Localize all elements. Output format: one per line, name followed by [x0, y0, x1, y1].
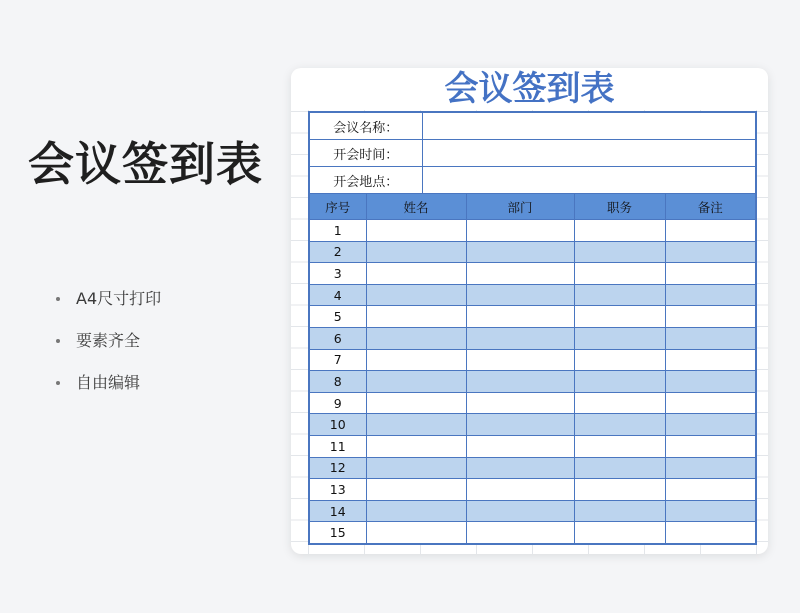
info-value-cell[interactable] [422, 140, 756, 167]
position-cell[interactable] [574, 500, 665, 522]
remarks-cell[interactable] [665, 220, 756, 242]
department-cell[interactable] [466, 522, 574, 544]
department-cell[interactable] [466, 392, 574, 414]
row-index-cell: 5 [309, 306, 366, 328]
name-cell[interactable] [366, 306, 466, 328]
department-cell[interactable] [466, 263, 574, 285]
remarks-cell[interactable] [665, 435, 756, 457]
row-index-cell: 9 [309, 392, 366, 414]
table-row [309, 284, 756, 306]
sheet-preview-card [291, 68, 768, 554]
remarks-cell[interactable] [665, 500, 756, 522]
name-cell[interactable] [366, 392, 466, 414]
sign-in-table [308, 111, 757, 545]
row-index-cell: 6 [309, 327, 366, 349]
row-index-cell: 8 [309, 371, 366, 393]
name-cell[interactable] [366, 500, 466, 522]
table-row [309, 306, 756, 328]
promo-title: 会议签到表 [28, 137, 263, 191]
row-index-cell: 4 [309, 284, 366, 306]
table-row [309, 500, 756, 522]
department-cell[interactable] [466, 306, 574, 328]
position-cell[interactable] [574, 371, 665, 393]
table-header-row [309, 194, 756, 220]
department-cell[interactable] [466, 241, 574, 263]
table-row [309, 392, 756, 414]
row-index-cell: 15 [309, 522, 366, 544]
position-cell[interactable] [574, 414, 665, 436]
table-row [309, 522, 756, 544]
row-index-cell: 10 [309, 414, 366, 436]
remarks-cell[interactable] [665, 263, 756, 285]
department-cell[interactable] [466, 457, 574, 479]
department-cell[interactable] [466, 371, 574, 393]
info-value-cell[interactable] [422, 167, 756, 194]
position-cell[interactable] [574, 479, 665, 501]
header-cell-name: 姓名 [366, 194, 466, 220]
name-cell[interactable] [366, 522, 466, 544]
position-cell[interactable] [574, 284, 665, 306]
info-row-meeting-place [309, 167, 756, 194]
feature-item: 自由编辑 [56, 368, 161, 410]
department-cell[interactable] [466, 349, 574, 371]
position-cell[interactable] [574, 241, 665, 263]
remarks-cell[interactable] [665, 522, 756, 544]
row-index-cell: 14 [309, 500, 366, 522]
position-cell[interactable] [574, 220, 665, 242]
position-cell[interactable] [574, 306, 665, 328]
remarks-cell[interactable] [665, 327, 756, 349]
department-cell[interactable] [466, 479, 574, 501]
name-cell[interactable] [366, 479, 466, 501]
department-cell[interactable] [466, 435, 574, 457]
remarks-cell[interactable] [665, 457, 756, 479]
table-row [309, 327, 756, 349]
name-cell[interactable] [366, 284, 466, 306]
name-cell[interactable] [366, 371, 466, 393]
header-cell-position: 职务 [574, 194, 665, 220]
department-cell[interactable] [466, 327, 574, 349]
info-row-meeting-time [309, 140, 756, 167]
position-cell[interactable] [574, 263, 665, 285]
info-row-meeting-name [309, 112, 756, 140]
info-label: 开会时间： [309, 140, 422, 167]
department-cell[interactable] [466, 500, 574, 522]
remarks-cell[interactable] [665, 479, 756, 501]
info-label: 会议名称： [309, 112, 422, 140]
department-cell[interactable] [466, 284, 574, 306]
row-index-cell: 1 [309, 220, 366, 242]
remarks-cell[interactable] [665, 349, 756, 371]
table-row [309, 414, 756, 436]
info-label: 开会地点： [309, 167, 422, 194]
table-row [309, 220, 756, 242]
feature-list [56, 284, 161, 410]
remarks-cell[interactable] [665, 284, 756, 306]
remarks-cell[interactable] [665, 306, 756, 328]
table-row [309, 435, 756, 457]
table-row [309, 263, 756, 285]
department-cell[interactable] [466, 220, 574, 242]
name-cell[interactable] [366, 457, 466, 479]
row-index-cell: 12 [309, 457, 366, 479]
table-row [309, 479, 756, 501]
department-cell[interactable] [466, 414, 574, 436]
name-cell[interactable] [366, 241, 466, 263]
name-cell[interactable] [366, 414, 466, 436]
header-cell-remarks: 备注 [665, 194, 756, 220]
name-cell[interactable] [366, 327, 466, 349]
info-value-cell[interactable] [422, 112, 756, 140]
table-row [309, 371, 756, 393]
feature-item: 要素齐全 [56, 326, 161, 368]
position-cell[interactable] [574, 435, 665, 457]
remarks-cell[interactable] [665, 241, 756, 263]
row-index-cell: 13 [309, 479, 366, 501]
position-cell[interactable] [574, 392, 665, 414]
position-cell[interactable] [574, 522, 665, 544]
remarks-cell[interactable] [665, 392, 756, 414]
row-index-cell: 11 [309, 435, 366, 457]
row-index-cell: 3 [309, 263, 366, 285]
feature-item: A4尺寸打印 [56, 284, 161, 326]
header-cell-index: 序号 [309, 194, 366, 220]
table-row [309, 241, 756, 263]
name-cell[interactable] [366, 220, 466, 242]
row-index-cell: 2 [309, 241, 366, 263]
position-cell[interactable] [574, 327, 665, 349]
remarks-cell[interactable] [665, 414, 756, 436]
sheet-title: 会议签到表 [291, 68, 768, 110]
table-row [309, 349, 756, 371]
name-cell[interactable] [366, 263, 466, 285]
position-cell[interactable] [574, 457, 665, 479]
position-cell[interactable] [574, 349, 665, 371]
remarks-cell[interactable] [665, 371, 756, 393]
name-cell[interactable] [366, 349, 466, 371]
name-cell[interactable] [366, 435, 466, 457]
table-row [309, 457, 756, 479]
row-index-cell: 7 [309, 349, 366, 371]
header-cell-department: 部门 [466, 194, 574, 220]
